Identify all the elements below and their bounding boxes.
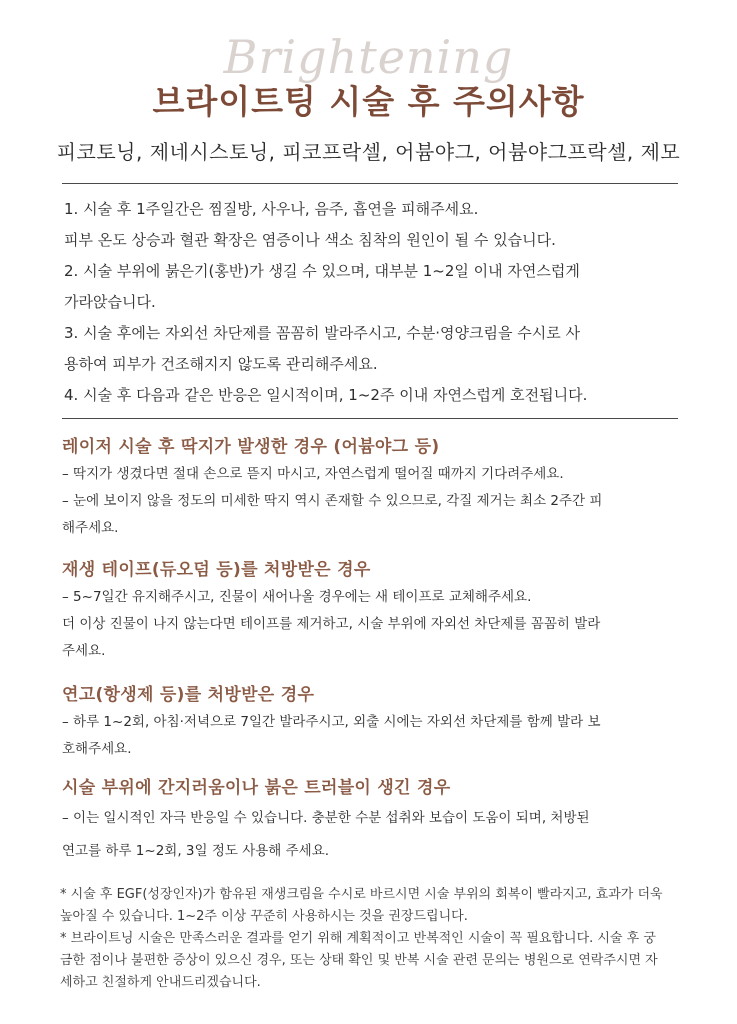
section-line: – 이는 일시적인 자극 반응일 수 있습니다. 충분한 수분 섭취와 보습이 도움이 되며, 처방된 <box>62 810 590 826</box>
footnote-line: * 브라이트닝 시술은 만족스러운 결과를 얻기 위해 계획적이고 반복적인 시술이 꼭 필요합니다. 시술 후 궁 <box>60 931 656 946</box>
main-note-line: 용하여 피부가 건조해지지 않도록 관리해주세요. <box>64 355 378 373</box>
section-line: – 눈에 보이지 않을 정도의 미세한 딱지 역시 존재할 수 있으므로, 각질 제거는 최소 2주간 피 <box>62 493 603 509</box>
section-title: 재생 테이프(듀오덤 등)를 처방받은 경우 <box>62 560 371 580</box>
section-line: 더 이상 진물이 나지 않는다면 테이프를 제거하고, 시술 부위에 자외선 차단제를 꼼꼼히 발라 <box>62 616 601 632</box>
section-line: 호해주세요. <box>62 741 132 757</box>
header <box>0 30 737 126</box>
section-line: 해주세요. <box>62 520 119 536</box>
main-note-line: 4. 시술 후 다음과 같은 반응은 일시적이며, 1~2주 이내 자연스럽게 호전됩니다. <box>64 386 588 404</box>
section-line: – 5~7일간 유지해주시고, 진물이 새어나올 경우에는 새 테이프로 교체해주세요. <box>62 589 532 605</box>
main-note-line: 1. 시술 후 1주일간은 찜질방, 사우나, 음주, 흡연을 피해주세요. <box>64 200 479 218</box>
footnote-line: 금한 점이나 불편한 증상이 있으신 경우, 또는 상태 확인 및 반복 시술 관련 문의는 병원으로 연락주시면 자 <box>60 953 658 968</box>
section-itching <box>62 773 676 868</box>
section-title: 연고(항생제 등)를 처방받은 경우 <box>62 685 315 705</box>
divider-bottom <box>62 418 678 419</box>
footnote-line: 세하고 친절하게 안내드리겠습니다. <box>60 975 261 990</box>
divider-top <box>62 183 678 184</box>
section-scab <box>62 432 676 542</box>
section-title: 시술 부위에 간지러움이나 붉은 트러블이 생긴 경우 <box>62 778 451 798</box>
section-title: 레이저 시술 후 딱지가 발생한 경우 (어븀야그 등) <box>62 437 440 457</box>
footnote-line: * 시술 후 EGF(성장인자)가 함유된 재생크림을 수시로 바르시면 시술 부위의 회복이 빨라지고, 효과가 더욱 <box>60 887 663 902</box>
section-line: – 하루 1~2회, 아침·저녁으로 7일간 발라주시고, 외출 시에는 자외선 차단제를 함께 발라 보 <box>62 714 601 730</box>
section-line: – 딱지가 생겼다면 절대 손으로 뜯지 마시고, 자연스럽게 떨어질 때까지 기다려주세요. <box>62 466 564 482</box>
section-tape <box>62 555 676 665</box>
section-line: 주세요. <box>62 643 106 659</box>
main-note-line: 2. 시술 부위에 붉은기(홍반)가 생길 수 있으며, 대부분 1~2일 이내 자연스럽게 <box>64 262 580 280</box>
main-note-line: 가라앉습니다. <box>64 293 156 311</box>
procedure-list: 피코토닝, 제네시스토닝, 피코프락셀, 어븀야그, 어븀야그프락셀, 제모 <box>56 140 681 164</box>
script-word-brightening: Brightening <box>223 30 514 84</box>
main-note-line: 피부 온도 상승과 혈관 확장은 염증이나 색소 침착의 원인이 될 수 있습니다. <box>64 231 556 249</box>
page-title: 브라이트팅 시술 후 주의사항 <box>152 82 585 121</box>
section-line: 연고를 하루 1~2회, 3일 정도 사용해 주세요. <box>62 843 330 859</box>
main-note-line: 3. 시술 후에는 자외선 차단제를 꼼꼼히 발라주시고, 수분·영양크림을 수시로 사 <box>64 324 580 342</box>
footnotes <box>60 884 682 994</box>
section-ointment <box>62 680 676 763</box>
footnote-line: 높아질 수 있습니다. 1~2주 이상 꾸준히 사용하시는 것을 권장드립니다. <box>60 909 468 924</box>
main-notes <box>64 194 676 411</box>
